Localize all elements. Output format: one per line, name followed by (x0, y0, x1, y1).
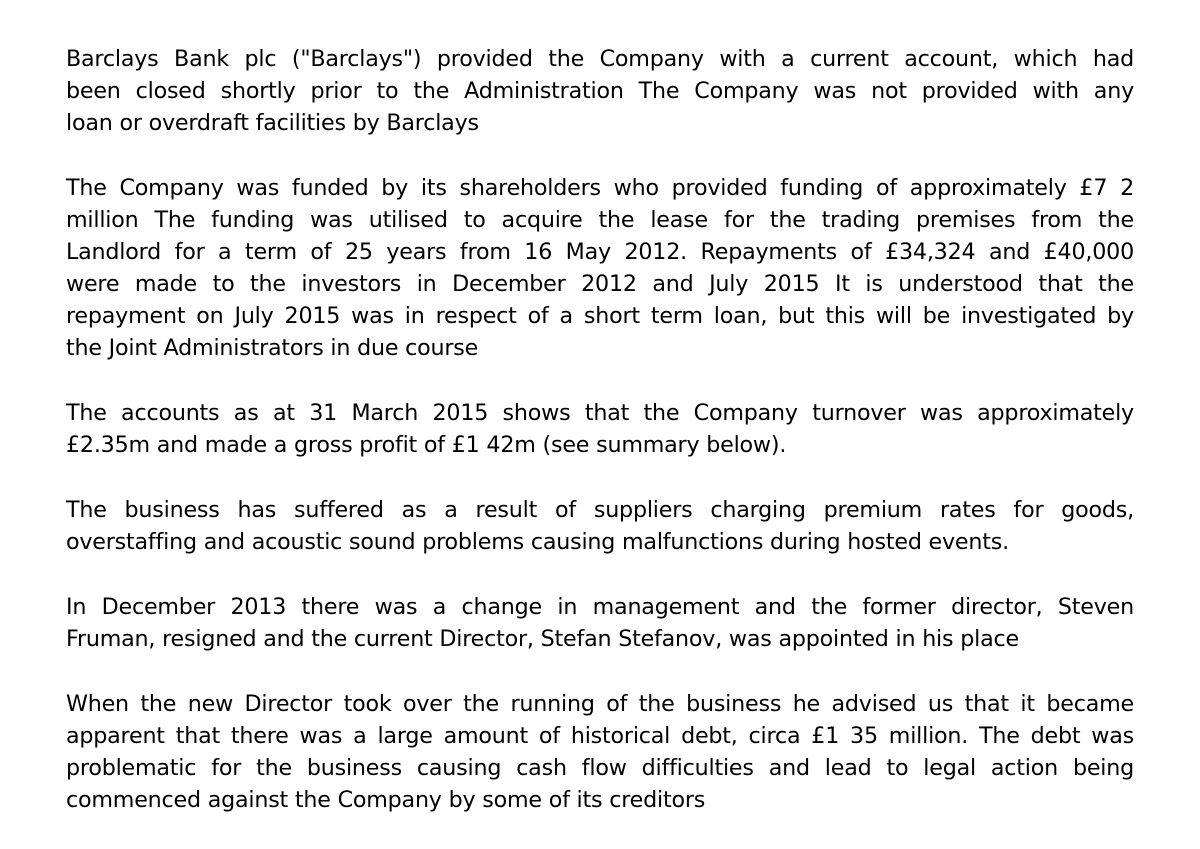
text-line: Barclays Bank plc ("Barclays") provided the Company with a current account, which had (66, 46, 1134, 72)
text-line: overstaffing and acoustic sound problems causing malfunctions during hosted events. (66, 529, 1009, 555)
paragraph-historical-debt (66, 688, 1134, 816)
text-line: loan or overdraft facilities by Barclays (66, 110, 479, 136)
text-line: The business has suffered as a result of suppliers charging premium rates for goods, (66, 497, 1134, 523)
paragraph-business-problems (66, 494, 1134, 558)
text-line: Landlord for a term of 25 years from 16 May 2012. Repayments of £34,324 and £40,000 (66, 239, 1134, 265)
text-line: Fruman, resigned and the current Director, Stefan Stefanov, was appointed in his place (66, 626, 1019, 652)
paragraph-shareholder-funding (66, 172, 1134, 364)
text-line: The accounts as at 31 March 2015 shows that the Company turnover was approximately (66, 400, 1134, 426)
text-line: million The funding was utilised to acquire the lease for the trading premises from the (66, 207, 1134, 233)
text-line: In December 2013 there was a change in management and the former director, Steven (66, 594, 1134, 620)
text-line: commenced against the Company by some of its creditors (66, 787, 706, 813)
text-line: been closed shortly prior to the Administration The Company was not provided with any (66, 78, 1134, 104)
text-line: £2.35m and made a gross profit of £1 42m (see summary below). (66, 432, 787, 458)
text-line: the Joint Administrators in due course (66, 335, 479, 361)
document-body (66, 43, 1134, 849)
text-line: When the new Director took over the running of the business he advised us that it became (66, 691, 1134, 717)
paragraph-accounts-turnover (66, 397, 1134, 461)
text-line: problematic for the business causing cash flow difficulties and lead to legal action being (66, 755, 1134, 781)
text-line: The Company was funded by its shareholders who provided funding of approximately £7 2 (66, 175, 1134, 201)
text-line: apparent that there was a large amount of historical debt, circa £1 35 million. The debt was (66, 723, 1134, 749)
text-line: were made to the investors in December 2012 and July 2015 It is understood that the (66, 271, 1134, 297)
paragraph-barclays-account (66, 43, 1134, 139)
text-line: repayment on July 2015 was in respect of a short term loan, but this will be investigated by (66, 303, 1134, 329)
paragraph-management-change (66, 591, 1134, 655)
